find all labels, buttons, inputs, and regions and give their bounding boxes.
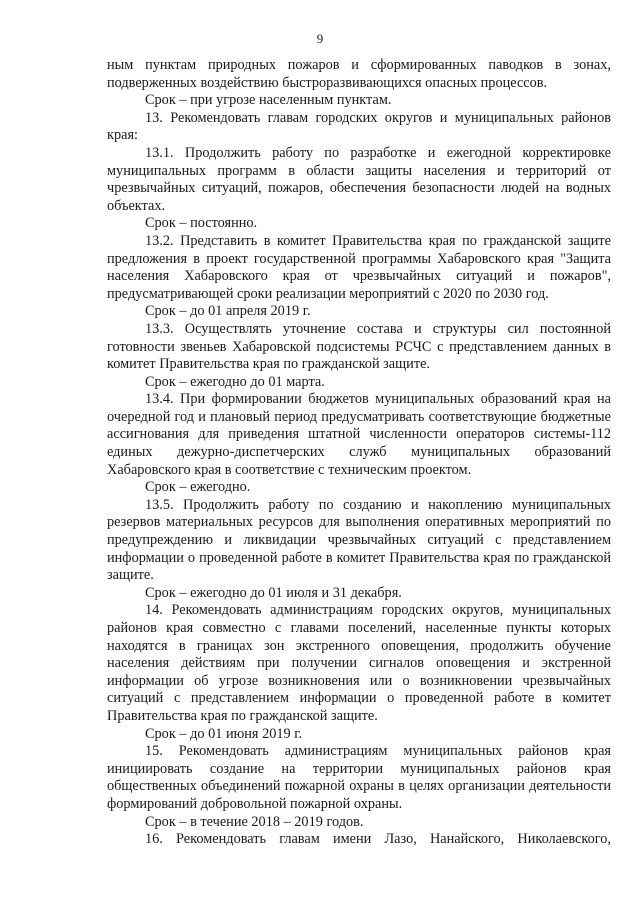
- deadline-paragraph: Срок – в течение 2018 – 2019 годов.: [145, 813, 364, 830]
- deadline-paragraph: Срок – ежегодно до 01 июля и 31 декабря.: [145, 584, 402, 601]
- paragraph-continuation: ным пунктам природных пожаров и сформированных паводков в зонах, подверженных воздействию быстроразвивающихся опасных процессов.: [107, 57, 611, 91]
- item-14-paragraph: 14. Рекомендовать администрациям городских округов, муниципальных районов края совместно с главами поселений, населенные пункты которых находятся в границах зон экстренного оповещения, продолжить обучение населения действиям при получении сигналов оповещения и экстренной информации об угрозе возникновения или о возникновении чрезвычайных ситуаций с представлением информации о проведенной работе в комитет Правительства края по гражданской защите.: [107, 602, 611, 724]
- item-13-3-paragraph: 13.3. Осуществлять уточнение состава и структуры сил постоянной готовности звеньев Хабаровской подсистемы РСЧС с представлением данных в комитет Правительства края по гражданской защите.: [107, 320, 611, 373]
- item-13-4-paragraph: 13.4. При формировании бюджетов муниципальных образований края на очередной год и плановый период предусматривать соответствующие бюджетные ассигнования для приведения штатной численности операторов системы-112 единых дежурно-диспетчерских служб муниципальных образований Хабаровского края в соответствие с техническим проектом.: [107, 391, 611, 478]
- page-number: 9: [316, 31, 324, 46]
- item-13-1-paragraph: 13.1. Продолжить работу по разработке и ежегодной корректировке муниципальных программ в области защиты населения и территорий от чрезвычайных ситуаций, пожаров, обеспечения безопасности людей на водных объектах.: [107, 144, 611, 214]
- deadline-paragraph: Срок – ежегодно до 01 марта.: [145, 373, 325, 390]
- document-body: [107, 57, 611, 849]
- item-15-paragraph: 15. Рекомендовать администрациям муниципальных районов края инициировать создание на территории муниципальных районов края общественных объединений пожарной охраны в целях организации деятельности формирований добровольной пожарной охраны.: [107, 743, 611, 812]
- deadline-paragraph: Срок – при угрозе населенным пунктам.: [145, 92, 392, 109]
- item-13-5-paragraph: 13.5. Продолжить работу по созданию и накоплению муниципальных резервов материальных ресурсов для выполнения оперативных мероприятий по предупреждению и ликвидации чрезвычайных ситуаций с представлением информации о проведенной работе в комитет Правительства края по гражданской защите.: [107, 496, 611, 584]
- item-16-paragraph: 16. Рекомендовать главам имени Лазо, Нанайского, Николаевского,: [145, 831, 611, 848]
- deadline-paragraph: Срок – до 01 июня 2019 г.: [145, 725, 303, 742]
- deadline-paragraph: Срок – постоянно.: [145, 215, 258, 232]
- deadline-paragraph: Срок – до 01 апреля 2019 г.: [145, 303, 311, 320]
- item-13-paragraph: 13. Рекомендовать главам городских округов и муниципальных районов края:: [107, 109, 611, 144]
- deadline-paragraph: Срок – ежегодно.: [145, 479, 251, 496]
- item-13-2-paragraph: 13.2. Представить в комитет Правительства края по гражданской защите предложения в проект государственной программы Хабаровского края "Защита населения Хабаровского края от чрезвычайных ситуаций и пожаров", предусматривающей сроки реализации мероприятий с 2020 по 2030 год.: [107, 232, 611, 302]
